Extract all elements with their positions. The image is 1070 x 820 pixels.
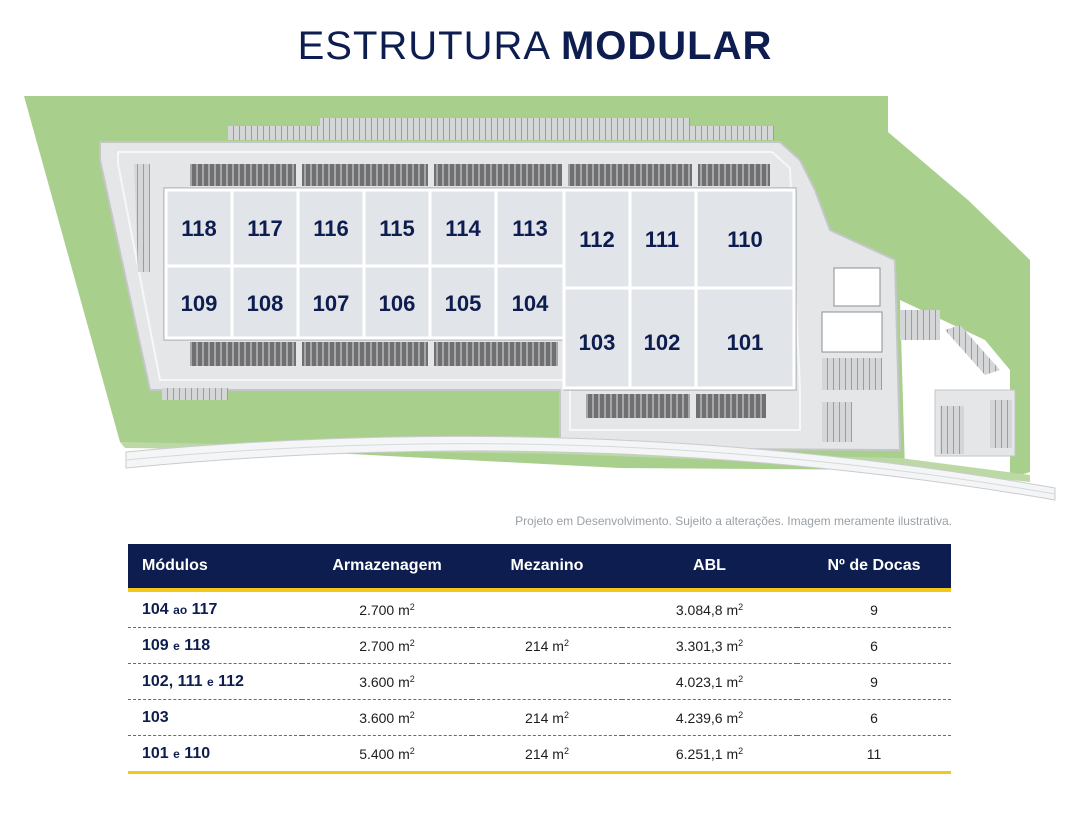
admin-building [834, 268, 880, 306]
page-title [0, 24, 1070, 69]
cell-abl: 4.023,1 $m^2$ [622, 664, 797, 700]
cell-mezanino: 214 $m^2$ [472, 736, 622, 773]
table-header-row [128, 544, 951, 590]
unit-label: 113 [512, 216, 548, 241]
table-row [128, 628, 951, 664]
gatehouse [822, 312, 882, 352]
bottom-docks-5 [696, 394, 766, 418]
col-header-abl: ABL [622, 544, 797, 590]
cell-docas: 6 [797, 628, 951, 664]
cell-armazenagem: 2.700 $m^2$ [302, 628, 472, 664]
side-parking [900, 310, 940, 340]
unit-label: 103 [578, 330, 616, 355]
unit-label: 108 [246, 291, 284, 316]
cell-docas: 9 [797, 664, 951, 700]
cell-docas: 6 [797, 700, 951, 736]
cell-mezanino [472, 664, 622, 700]
cell-armazenagem: 3.600 $m^2$ [302, 700, 472, 736]
cell-mezanino: 214 $m^2$ [472, 628, 622, 664]
title-light: ESTRUTURA [297, 24, 549, 68]
unit-label: 107 [312, 291, 350, 316]
cell-armazenagem: 2.700 $m^2$ [302, 590, 472, 628]
cell-mezanino: 214 $m^2$ [472, 700, 622, 736]
unit-label: 115 [379, 216, 415, 241]
cell-modulos: 104 ao 117 [128, 590, 302, 628]
cell-armazenagem: 3.600 $m^2$ [302, 664, 472, 700]
cell-modulos: 102, 111 e 112 [128, 664, 302, 700]
unit-label: 105 [444, 291, 482, 316]
unit-label: 111 [644, 227, 680, 252]
unit-label: 118 [181, 216, 217, 241]
disclaimer-text: Projeto em Desenvolvimento. Sujeito a alterações. Imagem meramente ilustrativa. [515, 514, 952, 528]
cell-modulos: 109 e 118 [128, 628, 302, 664]
unit-label: 101 [726, 330, 764, 355]
cell-modulos: 101 e 110 [128, 736, 302, 773]
unit-label: 104 [511, 291, 549, 316]
cell-abl: 3.084,8 $m^2$ [622, 590, 797, 628]
unit-label: 109 [180, 291, 218, 316]
site-plan [0, 90, 1070, 510]
table-row [128, 664, 951, 700]
cell-abl: 3.301,3 $m^2$ [622, 628, 797, 664]
truck-parking-2 [990, 400, 1012, 448]
top-docks-5 [698, 164, 770, 186]
cell-abl: 6.251,1 $m^2$ [622, 736, 797, 773]
unit-label: 117 [247, 216, 283, 241]
col-header-armazenagem: Armazenagem [302, 544, 472, 590]
col-header-modulos: Módulos [128, 544, 302, 590]
cell-armazenagem: 5.400 $m^2$ [302, 736, 472, 773]
unit-label: 114 [445, 216, 481, 241]
top-docks-1 [190, 164, 296, 186]
top-docks-4 [568, 164, 692, 186]
lower-right-lot [822, 402, 852, 442]
unit-label: 106 [378, 291, 416, 316]
cell-abl: 4.239,6 $m^2$ [622, 700, 797, 736]
bottom-docks-3 [434, 342, 558, 366]
unit-label: 116 [313, 216, 349, 241]
col-header-docas: Nº de Docas [797, 544, 951, 590]
bottom-left-parking [162, 388, 228, 400]
table-row [128, 736, 951, 773]
bottom-docks-2 [302, 342, 428, 366]
top-parking [228, 126, 774, 140]
table-row [128, 700, 951, 736]
top-docks-3 [434, 164, 562, 186]
cell-docas: 11 [797, 736, 951, 773]
right-parking [822, 358, 882, 390]
modules-table [128, 544, 951, 774]
unit-label: 112 [579, 227, 615, 252]
cell-mezanino [472, 590, 622, 628]
top-parking-2 [320, 118, 690, 128]
truck-parking [940, 406, 964, 454]
cell-modulos: 103 [128, 700, 302, 736]
col-header-mezanino: Mezanino [472, 544, 622, 590]
unit-label: 110 [727, 227, 763, 252]
title-bold: MODULAR [560, 24, 773, 68]
bottom-docks-4 [586, 394, 690, 418]
cell-docas: 9 [797, 590, 951, 628]
unit-label: 102 [643, 330, 681, 355]
top-docks-2 [302, 164, 428, 186]
table-row [128, 590, 951, 628]
bottom-docks-1 [190, 342, 296, 366]
